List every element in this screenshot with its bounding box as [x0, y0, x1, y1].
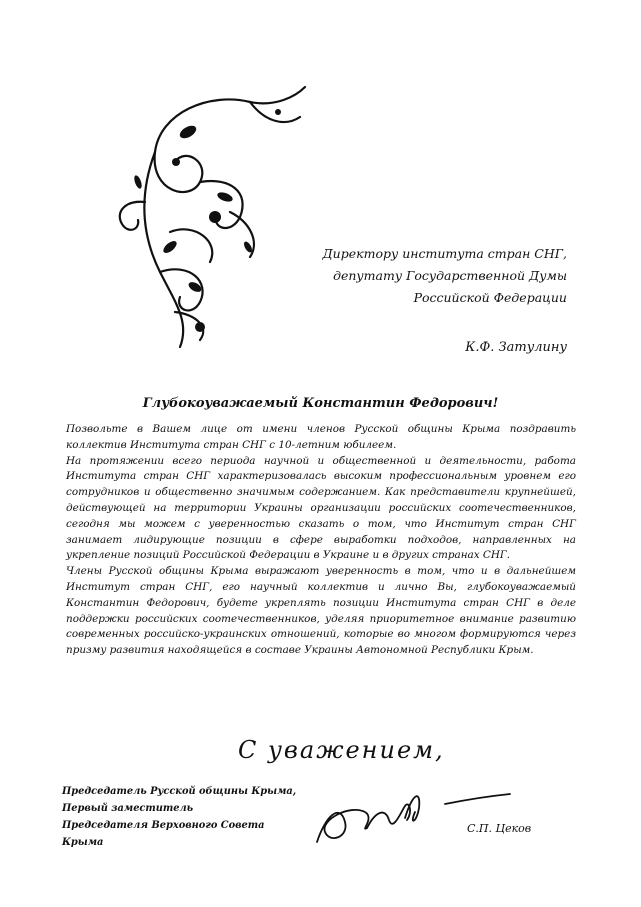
- floral-ornament-icon: [100, 82, 320, 352]
- closing-phrase: С уважением,: [238, 736, 445, 764]
- signatory-title-line-1: Председатель Русской общины Крыма,: [62, 786, 297, 797]
- addressee-line-1: Директору института стран СНГ,: [322, 246, 567, 261]
- letter-body: [66, 422, 576, 659]
- signatory-title-line-3: Председателя Верховного Совета Крыма: [62, 820, 265, 848]
- handwritten-signature-icon: [305, 782, 515, 852]
- addressee-line-3: Российской Федерации: [413, 290, 567, 305]
- addressee-line-2: депутату Государственной Думы: [333, 268, 567, 283]
- body-paragraph-1: Позвольте в Вашем лице от имени членов Русской общины Крыма поздравить коллектив Института стран СНГ с 10-летним юбилеем.: [66, 423, 576, 451]
- addressee-name: К.Ф. Затулину: [465, 340, 567, 355]
- signatory-title: [62, 783, 302, 851]
- body-paragraph-2: На протяжении всего периода научной и общественной и деятельности, работа Института стран СНГ характеризовалась высоким профессиональным уровнем его сотрудников и общественно значимым содержанием. Как представители крупнейшей, действующей на территории Украины организации российских соотечественников, сегодня мы можем с уверенностью сказать о том, что Институт стран СНГ занимает лидирующие позиции в сфере выработки подходов, направленных на укрепление позиций Российской Федерации в Украине и в других странах СНГ.: [66, 454, 576, 562]
- addressee-block: [322, 243, 567, 359]
- body-paragraph-3: Члены Русской общины Крыма выражают уверенность в том, что и в дальнейшем Институт стран СНГ, его научный коллектив и лично Вы, глубокоуважаемый Константин Федорович, будете укреплять позиции Института стран СНГ в деле поддержки российских соотечественников, уделяя приоритетное внимание развитию современных российско-украинских отношений, которые во многом формируются через призму развития находящейся в составе Украины Автономной Республики Крым.: [66, 565, 576, 657]
- salutation: Глубокоуважаемый Константин Федорович!: [142, 396, 499, 411]
- signatory-title-line-2: Первый заместитель: [62, 803, 194, 814]
- signatory-name: С.П. Цеков: [467, 822, 532, 835]
